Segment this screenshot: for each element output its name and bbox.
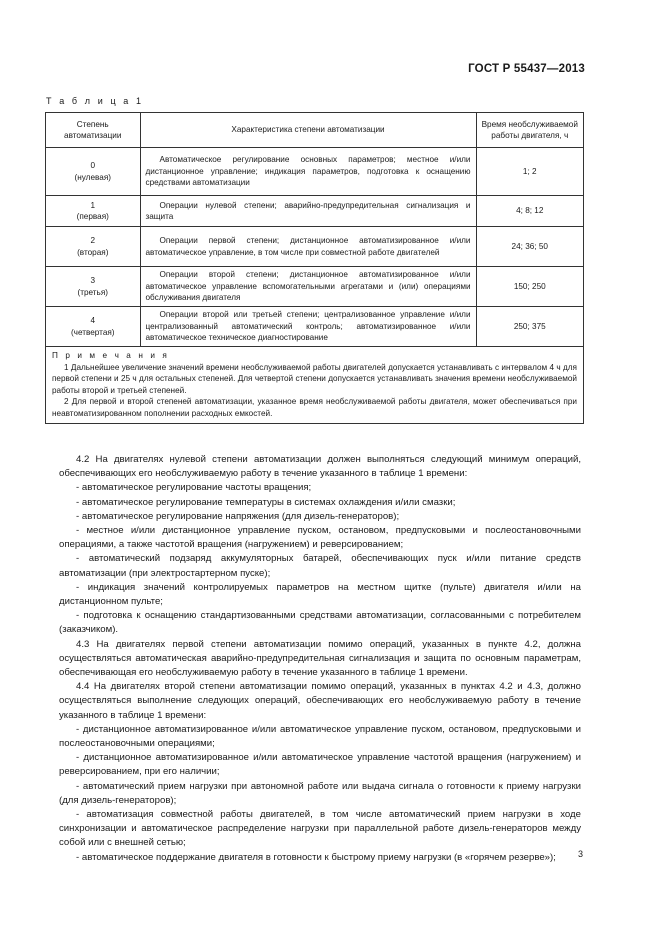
degree-cell — [46, 307, 141, 347]
table-row — [46, 267, 584, 307]
list-item: - автоматическое регулирование частоты вращения; — [76, 482, 312, 494]
time-cell: 250; 375 — [476, 307, 583, 347]
table-row — [46, 227, 584, 267]
list-item: - индикация значений контролируемых параметров на местном щитке (пульте) двигателя и/или на дистанционном пульте; — [59, 581, 581, 608]
characteristic-cell — [140, 307, 476, 347]
degree-name: (первая) — [76, 212, 109, 221]
characteristic-cell — [140, 196, 476, 227]
characteristic-text: Операции первой степени; дистанционное автоматизированное и/или автоматическое управление, в том числе при совместной работе двигателей — [145, 236, 471, 257]
paragraph: 4.4 На двигателях второй степени автоматизации помимо операций, указанных в пунктах 4.2 и 4.3, должно осуществляться выполнение следующих операций, обеспечивающих его необслуживаемую работу в течение указанного в таблице 1 времени: — [59, 681, 581, 721]
header-time: Время необслуживаемой работы двигателя, ч — [476, 113, 583, 148]
characteristic-cell — [140, 148, 476, 196]
header-characteristic: Характеристика степени автоматизации — [140, 113, 476, 148]
degree-name: (вторая) — [77, 247, 109, 257]
table-row — [46, 196, 584, 227]
time-cell: 24; 36; 50 — [476, 227, 583, 267]
time-cell: 4; 8; 12 — [476, 196, 583, 227]
list-item: - подготовка к оснащению стандартизованными средствами автоматизации, согласованными с потребителем (заказчиком). — [59, 610, 581, 636]
paragraph: 4.2 На двигателях нулевой степени автоматизации должен выполняться следующий минимум операций, обеспечивающих его необслуживаемую работу в течение указанного в таблице 1 времени: — [59, 454, 581, 480]
table-title: Т а б л и ц а 1 — [46, 96, 144, 106]
list-item: - автоматическое регулирование напряжения (для дизель-генераторов); — [76, 510, 400, 522]
characteristic-cell — [140, 227, 476, 267]
list-item: - местное и/или дистанционное управление пуском, остановом, предпусковыми и послеостановочными операциями, а также частотой вращения (нагружением) и реверсированием; — [59, 525, 581, 551]
degree-name: (четвертая) — [70, 327, 115, 337]
table-row — [46, 148, 584, 196]
degree-num: 3 — [90, 276, 96, 285]
degree-num: 4 — [90, 316, 96, 325]
characteristic-cell — [140, 267, 476, 307]
degree-cell — [46, 196, 141, 227]
characteristic-text: Операции второй степени; дистанционное автоматизированное и/или автоматическое управление вспомогательными агрегатами и (или) операциями обслуживания двигателя — [145, 270, 471, 303]
table-row — [46, 307, 584, 347]
list-item: - автоматическое поддержание двигателя в готовности к быстрому приему нагрузки (в «горячем резерве»); — [76, 851, 556, 863]
list-item: - автоматический прием нагрузки при автономной работе или выдача сигнала о готовности к приему нагрузки (для дизель-генераторов); — [59, 780, 581, 806]
degree-num: 2 — [90, 236, 96, 245]
note-item: 2 Для первой и второй степеней автоматизации, указанное время необслуживаемой работы двигателя, может обеспечиваться при неавтоматизированном пополнении расходных емкостей. — [52, 397, 577, 418]
paragraph: 4.3 На двигателях первой степени автоматизации помимо операций, указанных в пункте 4.2, должна осуществляться автоматическая аварийно-предупредительная сигнализация и защита по основным параметрам, обеспечивающая его необслуживаемую работу в течение указанного в таблице 1 времени. — [59, 638, 581, 679]
body-text — [59, 453, 584, 865]
document-header: ГОСТ Р 55437—2013 — [468, 63, 585, 75]
table-header-row — [46, 113, 584, 148]
automation-table — [45, 112, 584, 424]
degree-cell — [46, 267, 141, 307]
degree-cell — [46, 227, 141, 267]
header-degree: Степень автоматизации — [46, 113, 141, 148]
list-item: - автоматическое регулирование температуры в системах охлаждения и/или смазки; — [76, 496, 456, 508]
degree-num: 0 — [90, 161, 96, 170]
degree-num: 1 — [90, 200, 96, 210]
degree-name: (третья) — [77, 287, 108, 297]
time-cell: 1; 2 — [476, 148, 583, 196]
list-item: - автоматизация совместной работы двигателей, в том числе автоматический прием нагрузки в ходе синхронизации и автоматическое распределение нагрузки при параллельной работе дизель-генераторов между собой или с внешней сетью; — [59, 809, 581, 849]
list-item: - дистанционное автоматизированное и/или автоматическое управление пуском, остановом, предпусковыми и послеостановочными операциями; — [59, 723, 581, 750]
characteristic-text: Операции нулевой степени; аварийно-предупредительная сигнализация и защита — [145, 200, 471, 221]
characteristic-text: Операции второй или третьей степени; централизованное управление и/или централизованный автоматический контроль; автоматизированное и/или автоматическое техническое диагностирование — [145, 310, 471, 343]
table-notes — [46, 347, 584, 424]
characteristic-text: Автоматическое регулирование основных параметров; местное и/или дистанционное управление; индикация параметров, подготовка к оснащению средствами автоматизации — [145, 155, 471, 188]
list-item: - дистанционное автоматизированное и/или автоматическое управление частотой вращения (нагружением) и реверсированием, при его наличии; — [59, 752, 581, 778]
time-cell: 150; 250 — [476, 267, 583, 307]
degree-cell — [46, 148, 141, 196]
notes-title: П р и м е ч а н и я — [52, 351, 170, 360]
page-number: 3 — [578, 849, 584, 859]
degree-name: (нулевая) — [74, 172, 111, 182]
table-notes-row — [46, 347, 584, 424]
note-item: 1 Дальнейшее увеличение значений времени необслуживаемой работы двигателей допускается устанавливать с интервалом 4 ч для первой степени и 25 ч для остальных степеней. Для четвертой степени допускается устанавливать значения времени необслуживаемой работы второй и третьей степеней. — [52, 362, 577, 395]
list-item: - автоматический подзаряд аккумуляторных батарей, обеспечивающих пуск и/или питание средств автоматизации (при электростартерном пуске); — [59, 553, 581, 579]
